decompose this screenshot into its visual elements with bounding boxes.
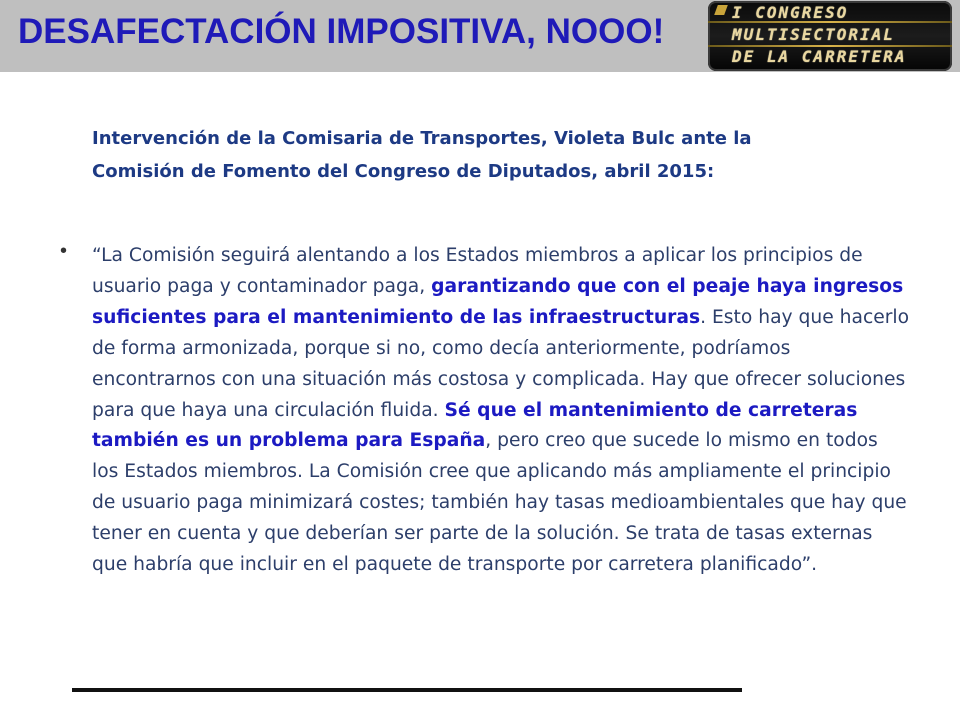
subtitle-line-1: Intervención de la Comisaria de Transportes, Violeta Bulc ante la — [92, 128, 752, 149]
quote-highlight: Sé que el mantenimiento de carreteras también es un problema para España — [92, 399, 858, 452]
quote-paragraph — [92, 241, 910, 581]
bullet-marker: • — [60, 240, 68, 262]
quote-text: “La Comisión seguirá alentando a los Estados miembros a aplicar los principios de usuario paga y contaminador paga, — [92, 245, 863, 297]
subtitle-line-2: Comisión de Fomento del Congreso de Diputados, abril 2015: — [92, 161, 715, 182]
quote-highlight: garantizando que con el peaje haya ingresos suficientes para el mantenimiento de las infraestructuras — [92, 275, 904, 328]
congress-logo — [708, 1, 952, 71]
slide-title: DESAFECTACIÓN IMPOSITIVA, NOOO! — [18, 12, 665, 51]
subtitle — [92, 122, 852, 188]
logo-line-1: I CONGRESO — [732, 3, 849, 22]
logo-line-3: DE LA CARRETERA — [732, 47, 907, 66]
bottom-rule — [72, 688, 742, 692]
quote-text: . Esto hay que hacerlo de forma armonizada, porque si no, como decía anteriormente, podríamos encontrarnos con una situación más costosa y complicada. Hay que ofrecer soluciones para que haya una circulación fluida. — [92, 306, 910, 421]
logo-accent — [714, 5, 728, 15]
quote-text: , pero creo que sucede lo mismo en todos los Estados miembros. La Comisión cree que aplicando más ampliamente el principio de usuario paga minimizará costes; también hay tasas medioambientales que hay que tener en cuenta y que deberían ser parte de la solución. Se trata de tasas externas que habría que incluir en el paquete de transporte por carretera planificado”. — [92, 430, 907, 576]
logo-line-2: MULTISECTORIAL — [732, 25, 895, 44]
